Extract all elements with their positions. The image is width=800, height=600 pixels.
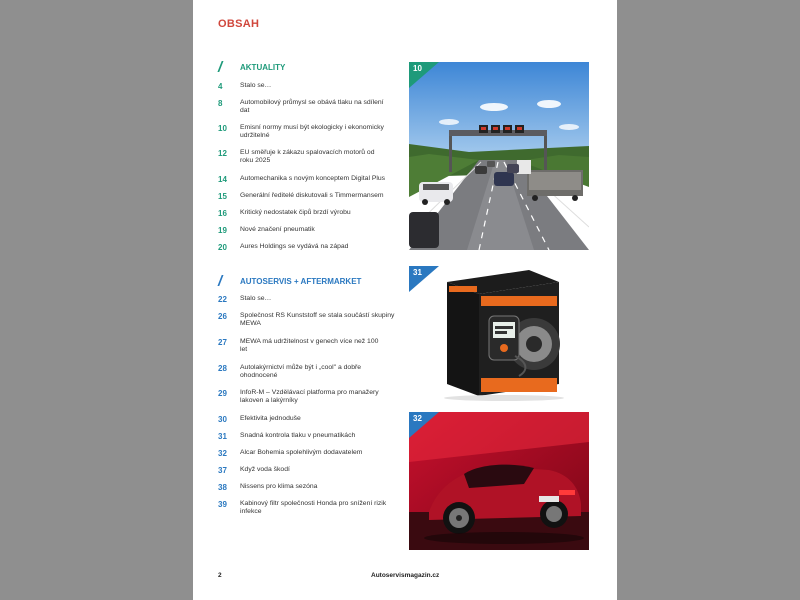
toc-page-number: 15: [218, 192, 227, 201]
toc-title: EU směřuje k zákazu spalovacích motorů od roku 2025: [240, 149, 375, 165]
toc-page-number: 12: [218, 149, 227, 158]
photo-badge-number: 10: [413, 64, 422, 73]
toc-page-number: 8: [218, 99, 223, 108]
toc-page-number: 30: [218, 415, 227, 424]
toc-title: Autolakýrnictví může být i „cool" a dobře ohodnocené: [240, 364, 362, 380]
toc-title: Snadná kontrola tlaku v pneumatikách: [240, 432, 356, 439]
toc-title: Alcar Bohemia spolehlivým dodavatelem: [240, 449, 363, 456]
slash-icon: /: [218, 59, 223, 76]
toc-title: Automechanika s novým konceptem Digital Plus: [240, 175, 386, 182]
section-heading-label: AKTUALITY: [240, 63, 286, 72]
toc-title: Aures Holdings se vydává na západ: [240, 243, 349, 250]
toc-page-number: 20: [218, 243, 227, 252]
toc-page-number: 10: [218, 124, 227, 133]
toc-page-number: 28: [218, 364, 227, 373]
photo-red-suv: [409, 412, 589, 550]
toc-title: Když voda škodí: [240, 466, 290, 473]
toc-title: Nové značení pneumatik: [240, 226, 315, 233]
toc-title: Stalo se…: [240, 295, 272, 302]
toc-page-number: 27: [218, 338, 227, 347]
page-title: OBSAH: [218, 18, 260, 30]
toc-title: Společnost RS Kunststoff se stala součástí skupiny MEWA: [240, 312, 395, 328]
toc-title: MEWA má udržitelnost v genech více než 100 let: [240, 338, 379, 354]
toc-page-number: 19: [218, 226, 227, 235]
toc-page-number: 32: [218, 449, 227, 458]
toc-title: Automobilový průmysl se obává tlaku na sdílení dat: [240, 99, 384, 115]
toc-title: Emisní normy musí být ekologicky i ekonomicky udržitelné: [240, 124, 384, 140]
toc-page-number: 22: [218, 295, 227, 304]
footer-website[interactable]: Autoservismagazin.cz: [371, 572, 440, 579]
toc-page-number: 31: [218, 432, 227, 441]
toc-page-number: 14: [218, 175, 227, 184]
photo-badge-number: 31: [413, 268, 422, 277]
toc-title: Kabinový filtr společnosti Honda pro snížení rizik infekce: [240, 500, 387, 516]
toc-page-number: 29: [218, 389, 227, 398]
footer-page-number: 2: [218, 572, 222, 579]
toc-page-number: 39: [218, 500, 227, 509]
toc-page-number: 4: [218, 82, 223, 91]
toc-title: Efektivita jednoduše: [240, 415, 301, 422]
magazine-page: [193, 0, 617, 600]
toc-page-number: 26: [218, 312, 227, 321]
toc-page-number: 16: [218, 209, 227, 218]
toc-page-number: 37: [218, 466, 227, 475]
toc-page-number: 38: [218, 483, 227, 492]
toc-title: InfoR-M – Vzdělávací platforma pro manažery lakoven a lakýrníky: [240, 389, 379, 405]
slash-icon: /: [218, 273, 223, 290]
photo-badge-number: 32: [413, 414, 422, 423]
toc-title: Generální ředitelé diskutovali s Timmermansem: [240, 192, 384, 199]
section-heading-label: AUTOSERVIS + AFTERMARKET: [240, 277, 362, 286]
toc-title: Nissens pro klima sezóna: [240, 483, 318, 490]
highway-image: [409, 62, 589, 250]
photo-highway: [409, 62, 589, 250]
toc-title: Stalo se…: [240, 82, 272, 89]
toc-title: Kritický nedostatek čipů brzdí výrobu: [240, 209, 351, 216]
photo-product-box: [409, 266, 589, 402]
